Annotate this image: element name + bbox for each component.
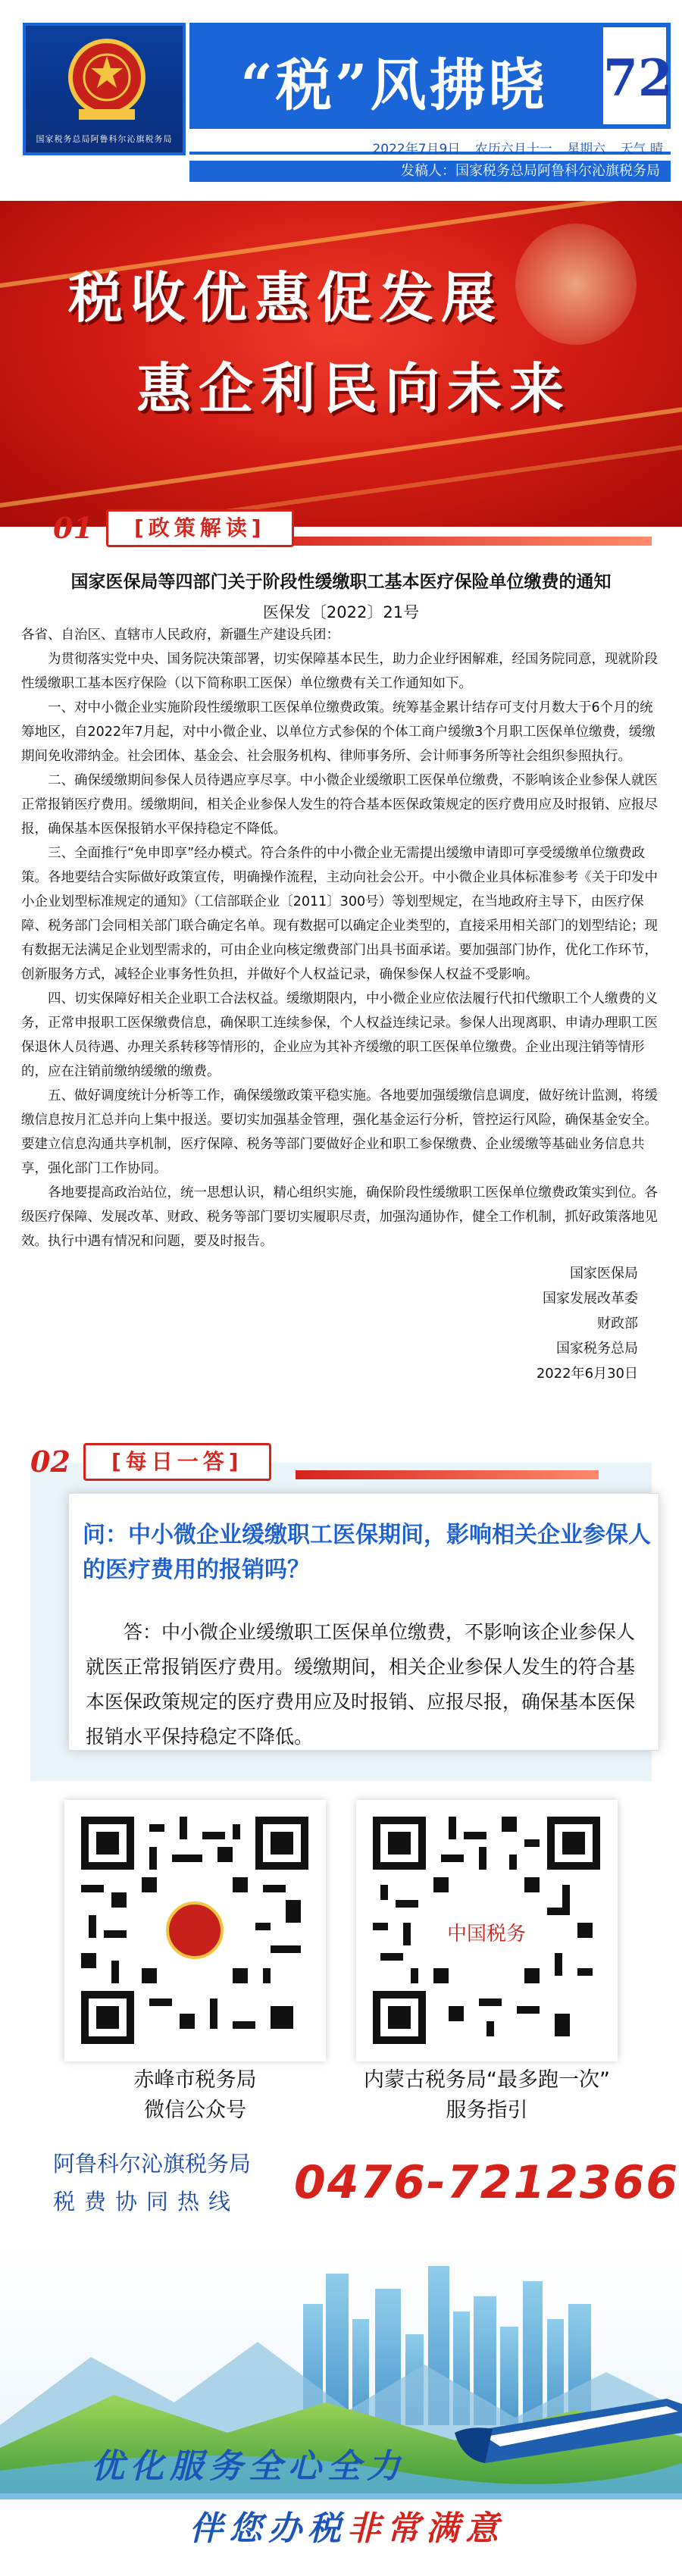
signatory: 财政部 bbox=[597, 1316, 638, 1332]
weather: 天气 晴 bbox=[620, 142, 663, 157]
qr-caption-line: 微信公众号 bbox=[144, 2099, 246, 2122]
document-number: 医保发〔2022〕21号 bbox=[262, 603, 420, 621]
weekday: 星期六 bbox=[567, 142, 606, 157]
document-paragraph: 五、做好调度统计分析等工作，确保缓缴政策平稳实施。各地要加强缓缴信息调度，做好统计监测，将缓缴信息按月汇总并向上集中报送。要切实加强基金管理，强化基金运行分析，管控运行风险，确保基金安全。要建立信息沟通共享机制，医疗保障、税务等部门要做好企业和职工参保缴费、企业缓缴等基础业务信息共享，强化部门工作协同。 bbox=[21, 1088, 658, 1176]
signatory: 国家发展改革委 bbox=[543, 1291, 638, 1307]
section-number: 01 bbox=[53, 511, 93, 545]
hotline-label: 税费协同热线 bbox=[53, 2189, 240, 2214]
document-paragraph: 为贯彻落实党中央、国务院决策部署，切实保障基本民生，助力企业纾困解难，经国务院同意，现就阶段性缓缴职工基本医疗保险（以下简称职工医保）单位缴费有关工作通知如下。 bbox=[21, 652, 658, 691]
qr-card-chifeng[interactable] bbox=[64, 1800, 326, 2061]
lunar-date: 农历六月十一 bbox=[474, 142, 552, 157]
qr-caption-line: 赤峰市税务局 bbox=[133, 2068, 257, 2092]
signature-date: 2022年6月30日 bbox=[536, 1366, 638, 1382]
document-signatories bbox=[21, 1261, 661, 1386]
hero-headline-2: 惠企利民向未来 bbox=[136, 356, 572, 421]
newsletter-title: “税”风拂晓 bbox=[240, 53, 548, 118]
qr-caption-nmg-tax bbox=[356, 2065, 618, 2126]
document-paragraph: 二、确保缓缴期间参保人员待遇应享尽享。中小微企业缓缴职工医保单位缴费，不影响该企业参保人就医正常报销医疗费用。缓缴期间，相关企业参保人发生的符合基本医保政策规定的医疗费用应及时报销、应报尽报，确保基本医保报销水平保持稳定不降低。 bbox=[21, 773, 658, 837]
title-box bbox=[189, 23, 599, 129]
hero-headline-1: 税收优惠促发展 bbox=[68, 265, 504, 330]
qr-card-nmg-tax[interactable] bbox=[356, 1800, 618, 2061]
qr-caption-line: 服务指引 bbox=[446, 2099, 528, 2122]
issuer-bar: 发稿人：国家税务总局阿鲁科尔沁旗税务局 bbox=[189, 161, 671, 182]
hotline-number[interactable]: 0476-7212366 bbox=[294, 2156, 680, 2209]
slogan-emphasis: 非常满意 bbox=[347, 2509, 505, 2548]
qa-question: 问：中小微企业缓缴职工医保期间，影响相关企业参保人的医疗费用的报销吗？ bbox=[83, 1522, 651, 1583]
signatory: 国家税务总局 bbox=[556, 1341, 638, 1357]
policy-document bbox=[21, 568, 661, 1386]
qr-logo-text: 中国税务 bbox=[446, 1923, 527, 1945]
qr-code-icon[interactable] bbox=[81, 1817, 308, 2044]
slogan-part: 伴您办税 bbox=[189, 2509, 347, 2548]
qr-caption-line: 内蒙古税务局“最多跑一次” bbox=[364, 2068, 610, 2092]
hero-glow bbox=[515, 224, 637, 345]
section-tag-policy bbox=[53, 506, 652, 550]
footer-slogan-1: 优化服务全心全力 bbox=[91, 2447, 406, 2486]
issue-number-box bbox=[599, 23, 671, 129]
document-paragraph: 三、全面推行“免申即享”经办模式。符合条件的中小微企业无需提出缓缴申请即可享受缓缴单位缴费政策。各地要结合实际做好政策宣传，明确操作流程，主动向社会公开。中小微企业具体标准参考《关于印发中小企业划型标准规定的通知》（工信部联企业〔2011〕300号）等划型规定，在当地政府主导下，由医疗保障、税务部门会同相关部门联合确定名单。现有数据可以确定企业类型的，直接采用相关部门的划型结论；现有数据无法满足企业划型需求的，可由企业向核定缴费部门出具书面承诺。要加强部门协作，优化工作环节，创新服务方式，减轻企业事务性负担，并做好个人权益记录，确保参保人权益不受影响。 bbox=[21, 846, 658, 982]
document-salutation: 各省、自治区、直辖市人民政府，新疆生产建设兵团： bbox=[21, 628, 339, 643]
document-paragraph: 一、对中小微企业实施阶段性缓缴职工医保单位缴费政策。统筹基金累计结存可支付月数大于6个月的统筹地区，自2022年7月起，对中小微企业、以单位方式参保的个体工商户缓缴3个月职工医保单位缴费，缓缴期间免收滞纳金。社会团体、基金会、社会服务机构、律师事务所、会计师事务所等社会组织参照执行。 bbox=[21, 700, 655, 764]
qa-answer: 答：中小微企业缓缴职工医保单位缴费，不影响该企业参保人就医正常报销医疗费用。缓缴期间，相关企业参保人发生的符合基本医保政策规定的医疗费用应及时报销、应报尽报，确保基本医保报销水平保持稳定不降低。 bbox=[86, 1621, 636, 1748]
qa-card bbox=[68, 1493, 659, 1751]
footer-slogan-2 bbox=[189, 2501, 505, 2549]
section-bar bbox=[250, 537, 652, 546]
emblem-box bbox=[23, 23, 186, 155]
signatory: 国家医保局 bbox=[570, 1266, 638, 1282]
document-paragraph: 各地要提高政治站位，统一思想认识，精心组织实施，确保阶段性缓缴职工医保单位缴费政策实到位。各级医疗保障、发展改革、财政、税务等部门要切实履职尽责，加强沟通协作，健全工作机制，抓好政策落地见效。执行中遇有情况和问题，要及时报告。 bbox=[21, 1185, 658, 1249]
section-tag-daily-qa bbox=[30, 1440, 652, 1484]
hotline-org: 阿鲁科尔沁旗税务局 bbox=[53, 2151, 252, 2177]
section-label: [政策解读] bbox=[106, 509, 294, 547]
section-label: [每日一答] bbox=[83, 1443, 271, 1481]
section-bar bbox=[296, 1470, 599, 1479]
qr-caption-chifeng bbox=[64, 2065, 326, 2126]
tax-emblem-icon bbox=[26, 30, 189, 136]
emblem-org-name: 国家税务总局阿鲁科尔沁旗税务局 bbox=[36, 134, 173, 144]
issue-date: 2022年7月9日 bbox=[372, 142, 461, 157]
issue-number: 72 bbox=[603, 49, 673, 108]
section-number: 02 bbox=[30, 1445, 70, 1479]
masthead bbox=[0, 0, 682, 197]
date-line bbox=[189, 138, 671, 155]
document-paragraph: 四、切实保障好相关企业职工合法权益。缓缴期限内，中小微企业应依法履行代扣代缴职工个人缴费的义务，正常申报职工医保缴费信息，确保职工连续参保，个人权益连续记录。参保人出现离职、申请办理职工医保退休人员待遇、办理关系转移等情形的，企业应为其补齐缓缴的职工医保单位缴费。企业出现注销等情形的，应在注销前缴纳缓缴的缴费。 bbox=[21, 991, 658, 1079]
hero-banner bbox=[0, 201, 682, 527]
qr-code-icon[interactable] bbox=[373, 1817, 600, 2044]
document-title: 国家医保局等四部门关于阶段性缓缴职工基本医疗保险单位缴费的通知 bbox=[70, 572, 612, 592]
